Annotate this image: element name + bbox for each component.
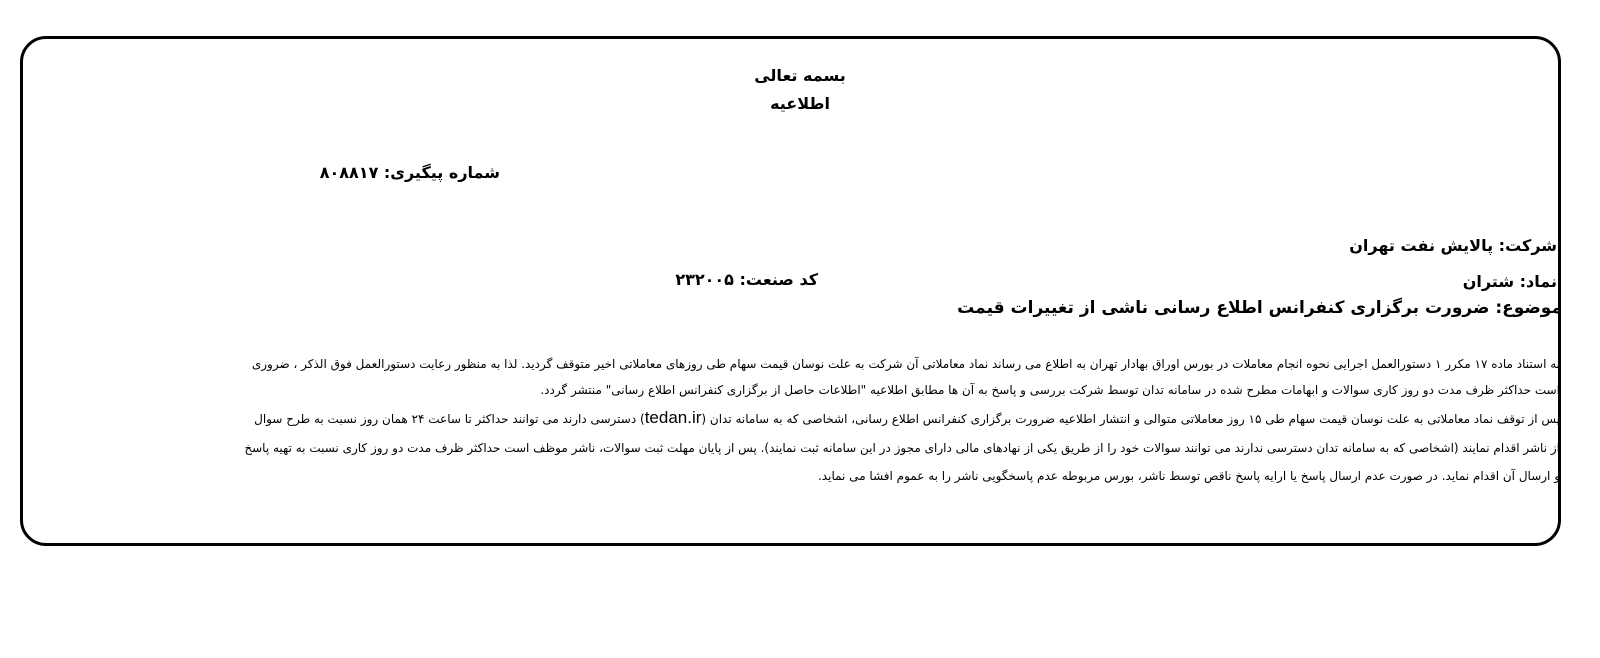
symbol-label: نماد: [1519, 272, 1557, 291]
body-line-1: به استناد ماده ۱۷ مکرر ۱ دستورالعمل اجرایی نحوه انجام معاملات در بورس اوراق بهادار تهران به اطلاع می رساند نماد معاملاتی آن شرکت به علت نوسان قیمت سهام طی روزهای معاملاتی اخیر متوقف گردید. لذا به منظور رعایت دستورالعمل فوق الذکر ، ضروری [251, 357, 1560, 371]
tracking-number [320, 163, 500, 182]
industry-code-value: ۲۳۲۰۰۵ [675, 270, 734, 289]
tracking-value: ۸۰۸۸۱۷ [319, 163, 379, 182]
industry-code-field [675, 270, 818, 289]
body-line-4: از ناشر اقدام نمایند (اشخاصی که به سامانه تدان دسترسی ندارند می توانند سوالات خود را از طریق یکی از نهادهای مالی دارای مجوز در این سامانه ثبت نمایند). پس از پایان مهلت ثبت سوالات، ناشر موظف است حداکثر ظرف مدت دو روز کاری نسبت به تهیه پاسخ [244, 441, 1560, 455]
subject-label: موضوع: [1495, 298, 1562, 318]
industry-code-label: کد صنعت: [739, 270, 818, 289]
company-field [1349, 236, 1557, 255]
company-value: پالایش نفت تهران [1349, 236, 1494, 255]
subject-value: ضرورت برگزاری کنفرانس اطلاع رسانی ناشی از تغییرات قیمت [957, 298, 1490, 318]
tracking-label: شماره پیگیری: [383, 163, 500, 182]
symbol-value: شتران [1462, 272, 1515, 291]
invocation-heading: بسمه تعالی [754, 66, 846, 85]
tedan-link[interactable]: tedan.ir [644, 408, 702, 427]
body-line-2: است حداکثر ظرف مدت دو روز کاری سوالات و ابهامات مطرح شده در سامانه تدان توسط شرکت بررسی و پاسخ به آن ها مطابق اطلاعیه "اطلاعات حاصل از برگزاری کنفرانس اطلاع رسانی" منتشر گردد. [540, 383, 1560, 397]
body-line-5: و ارسال آن اقدام نماید. در صورت عدم ارسال پاسخ یا ارایه پاسخ ناقص توسط ناشر، بورس مربوطه عدم پاسخگویی ناشر را به عموم افشا می نماید. [817, 469, 1560, 483]
body-line-3 [254, 410, 1560, 427]
body-line-3-start: پس از توقف نماد معاملاتی به علت نوسان قیمت سهام طی ۱۵ روز معاملاتی متوالی و انتشار اطلاعیه ضرورت برگزاری کنفرانس اطلاع رسانی، اشخاصی که به سامانه تدان ( [701, 412, 1560, 426]
symbol-field [1463, 272, 1557, 291]
body-line-3-end: ) دسترسی دارند می توانند حداکثر تا ساعت ۲۴ همان روز نسبت به طرح سوال [254, 412, 645, 426]
company-label: شرکت: [1498, 236, 1557, 255]
subject-line [957, 298, 1562, 318]
notice-title: اطلاعیه [770, 94, 830, 113]
